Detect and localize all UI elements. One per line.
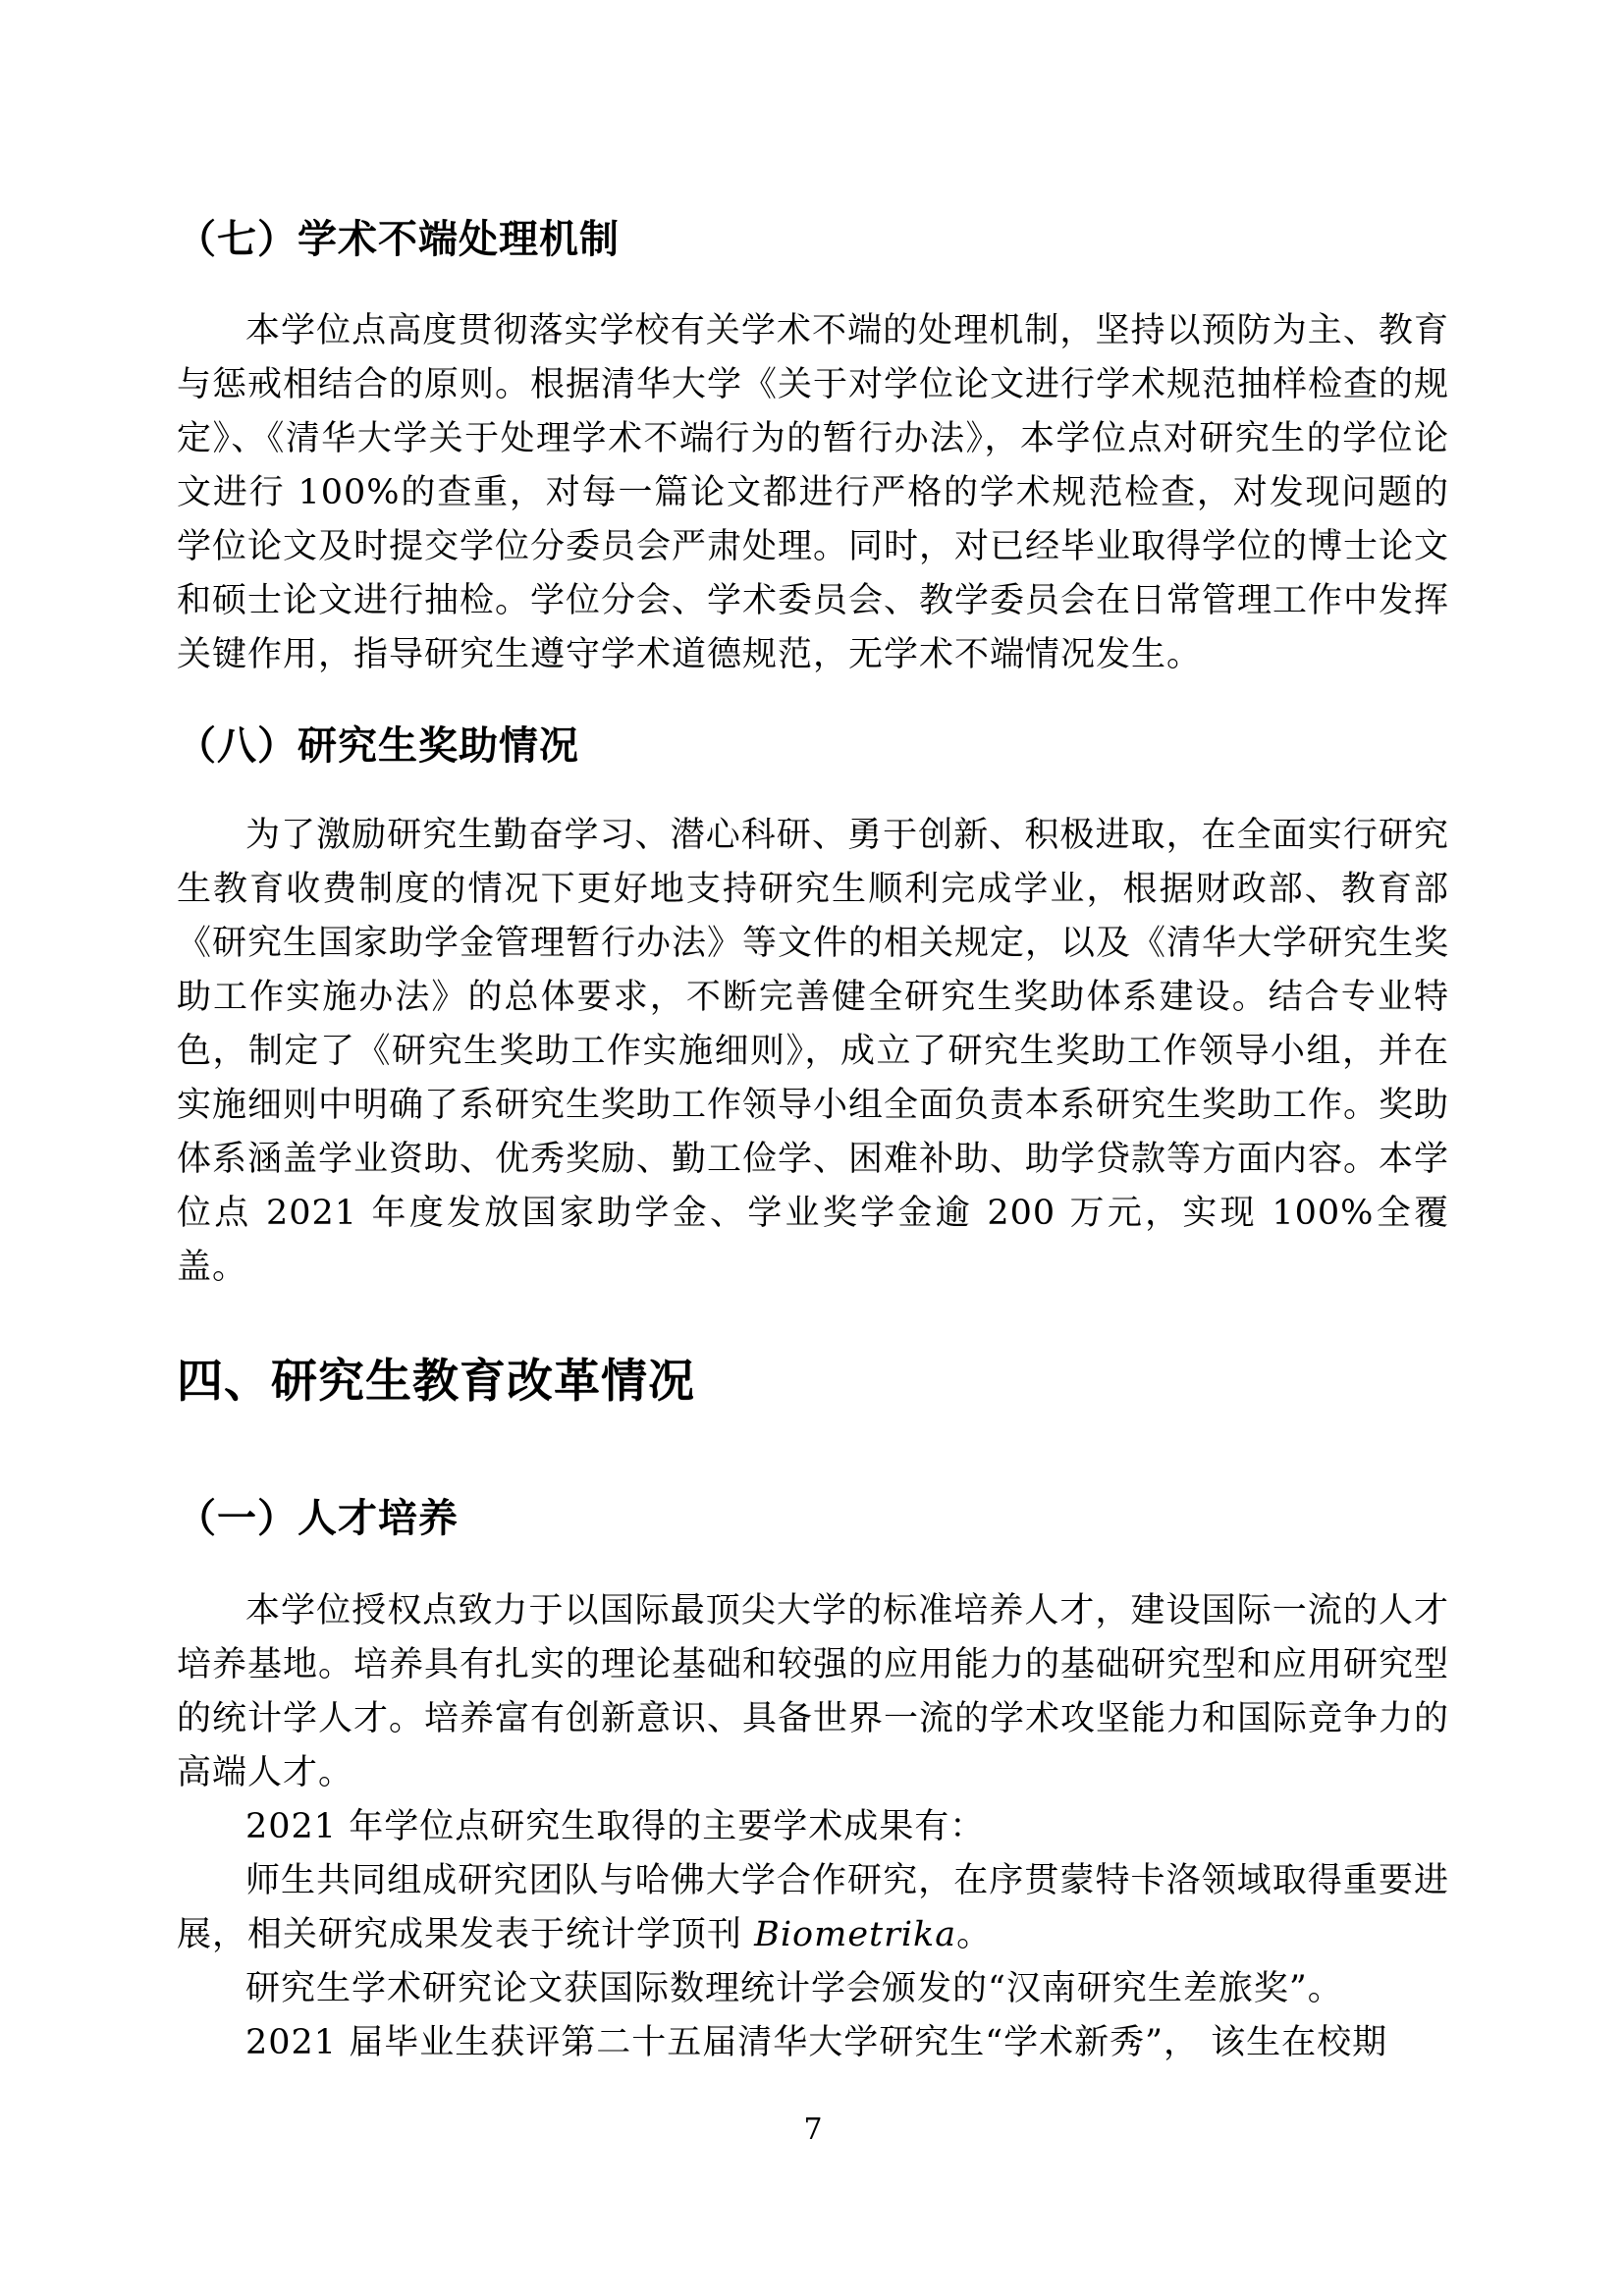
- section-8-paragraph: 为了激励研究生勤奋学习、潜心科研、勇于创新、积极进取，在全面实行研究生教育收费制度的情况下更好地支持研究生顺利完成学业，根据财政部、教育部《研究生国家助学金管理暂行办法》等文件的相关规定，以及《清华大学研究生奖助工作实施办法》的总体要求，不断完善健全研究生奖助体系建设。结合专业特色，制定了《研究生奖助工作实施细则》，成立了研究生奖助工作领导小组，并在实施细则中明确了系研究生奖助工作领导小组全面负责本系研究生奖助工作。奖助体系涵盖学业资助、优秀奖励、勤工俭学、困难补助、助学贷款等方面内容。本学位点 2021 年度发放国家助学金、学业奖学金逾 200 万元，实现 100%全覆盖。: [177, 816, 1450, 1287]
- section-8-heading: （八）研究生奖助情况: [177, 723, 579, 769]
- section-7-heading: （七）学术不端处理机制: [177, 217, 620, 262]
- section-1-heading: （一）人才培养: [177, 1496, 459, 1541]
- travel-award-paragraph: 研究生学术研究论文获国际数理统计学会颁发的“汉南研究生差旅奖”。: [245, 1969, 1343, 2008]
- page-number: 7: [803, 2112, 823, 2147]
- harvard-collaboration-text: 师生共同组成研究团队与哈佛大学合作研究，在序贯蒙特卡洛领域取得重要进展，相关研究成果发表于统计学顶刊: [177, 1861, 1449, 1954]
- academic-rising-star-paragraph: 2021 届毕业生获评第二十五届清华大学研究生“学术新秀”， 该生在校期: [245, 2023, 1388, 2062]
- section-7-paragraph: 本学位点高度贯彻落实学校有关学术不端的处理机制，坚持以预防为主、教育与惩戒相结合的原则。根据清华大学《关于对学位论文进行学术规范抽样检查的规定》、《清华大学关于处理学术不端行为的暂行办法》，本学位点对研究生的学位论文进行 100%的查重，对每一篇论文都进行严格的学术规范检查，对发现问题的学位论文及时提交学位分委员会严肃处理。同时，对已经毕业取得学位的博士论文和硕士论文进行抽检。学位分会、学术委员会、教学委员会在日常管理工作中发挥关键作用，指导研究生遵守学术道德规范，无学术不端情况发生。: [177, 311, 1450, 674]
- section-1-body: [177, 1584, 1449, 2070]
- achievements-intro-line: 2021 年学位点研究生取得的主要学术成果有：: [245, 1807, 986, 1846]
- chapter-4-heading: 四、研究生教育改革情况: [177, 1355, 695, 1409]
- talent-training-paragraph: 本学位授权点致力于以国际最顶尖大学的标准培养人才，建设国际一流的人才培养基地。培养具有扎实的理论基础和较强的应用能力的基础研究型和应用研究型的统计学人才。培养富有创新意识、具备世界一流的学术攻坚能力和国际竞争力的高端人才。: [177, 1591, 1450, 1792]
- harvard-collaboration-period: 。: [956, 1915, 993, 1954]
- journal-name-biometrika: Biometrika: [754, 1915, 957, 1954]
- harvard-collaboration-paragraph: [177, 1854, 1449, 1962]
